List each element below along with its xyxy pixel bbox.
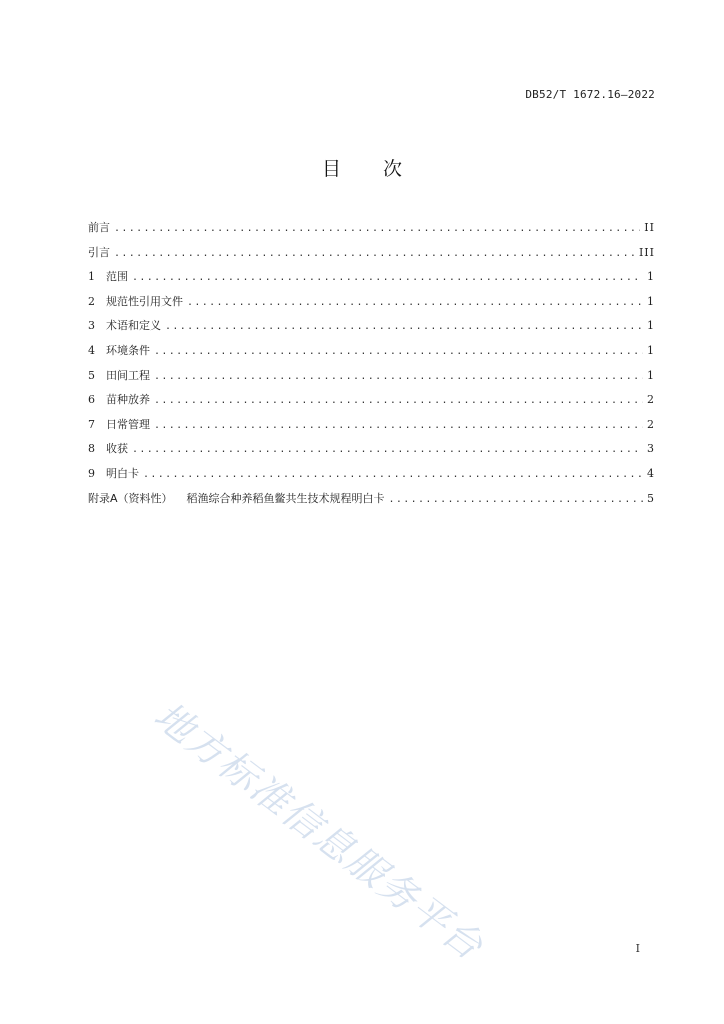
- dot-leader: [154, 395, 643, 406]
- toc-entry-foreword[interactable]: [88, 219, 655, 244]
- dot-leader: [114, 248, 635, 259]
- toc-entry-5[interactable]: [88, 367, 655, 392]
- toc-entry-text: 规范性引用文件: [106, 294, 183, 308]
- toc-annex-label: 附录A（资料性）: [88, 491, 173, 505]
- dot-leader: [389, 494, 643, 505]
- dot-leader: [165, 321, 643, 332]
- toc-entry-number: 8: [88, 442, 95, 456]
- toc-entry-text: 明白卡: [106, 466, 139, 480]
- toc-entry-4[interactable]: [88, 342, 655, 367]
- toc-entry-7[interactable]: [88, 416, 655, 441]
- toc-entry-page: 4: [647, 466, 655, 480]
- toc-entry-8[interactable]: [88, 440, 655, 465]
- toc-entry-page: 2: [647, 417, 655, 431]
- toc-entry-number: 4: [88, 343, 95, 357]
- toc-entry-number: 5: [88, 368, 95, 382]
- toc-entry-number: 7: [88, 417, 95, 431]
- dot-leader: [114, 223, 640, 234]
- document-code: DB52/T 1672.16—2022: [525, 88, 655, 101]
- dot-leader: [154, 346, 643, 357]
- toc-entry-introduction[interactable]: [88, 244, 655, 269]
- toc-entry-text: 术语和定义: [106, 319, 161, 333]
- toc-entry-text: 前言: [88, 221, 110, 234]
- toc-entry-page: III: [638, 245, 655, 259]
- toc-entry-text: 苗种放养: [106, 393, 150, 407]
- toc-entry-9[interactable]: [88, 465, 655, 490]
- toc-title-char-1: 目: [321, 158, 341, 180]
- toc-title-char-2: 次: [383, 158, 403, 180]
- toc-list: [88, 219, 655, 514]
- watermark: 地方标准信息服务平台: [146, 693, 493, 970]
- dot-leader: [154, 420, 643, 431]
- toc-entry-page: 1: [647, 368, 655, 382]
- toc-entry-2[interactable]: [88, 293, 655, 318]
- toc-entry-text: 范围: [106, 270, 128, 284]
- toc-entry-page: 5: [647, 491, 655, 505]
- dot-leader: [143, 469, 643, 480]
- toc-entry-number: 2: [88, 294, 95, 308]
- toc-entry-page: 2: [647, 393, 655, 407]
- toc-entry-page: 1: [647, 319, 655, 333]
- toc-title: [0, 154, 724, 181]
- toc-entry-page: 1: [647, 294, 655, 308]
- toc-entry-annex-a[interactable]: [88, 490, 655, 515]
- toc-entry-number: 9: [88, 466, 95, 480]
- toc-entry-text: 田间工程: [106, 368, 150, 382]
- toc-entry-text: 环境条件: [106, 343, 150, 357]
- toc-entry-page: II: [644, 221, 655, 234]
- toc-entry-page: 3: [647, 442, 655, 456]
- toc-entry-page: 1: [647, 270, 655, 284]
- toc-entry-text: 引言: [88, 245, 110, 259]
- dot-leader: [187, 297, 643, 308]
- dot-leader: [132, 272, 643, 283]
- toc-entry-page: 1: [647, 343, 655, 357]
- toc-entry-number: 1: [88, 270, 95, 284]
- toc-entry-text: 日常管理: [106, 417, 150, 431]
- toc-entry-number: 3: [88, 319, 95, 333]
- toc-entry-1[interactable]: [88, 268, 655, 293]
- toc-entry-3[interactable]: [88, 317, 655, 342]
- dot-leader: [154, 371, 643, 382]
- toc-entry-text: 稻渔综合种养稻鱼鳖共生技术规程明白卡: [186, 491, 385, 505]
- toc-entry-text: 收获: [106, 442, 128, 456]
- toc-entry-number: 6: [88, 393, 95, 407]
- dot-leader: [132, 444, 643, 455]
- page-number: I: [635, 942, 640, 955]
- toc-entry-6[interactable]: [88, 391, 655, 416]
